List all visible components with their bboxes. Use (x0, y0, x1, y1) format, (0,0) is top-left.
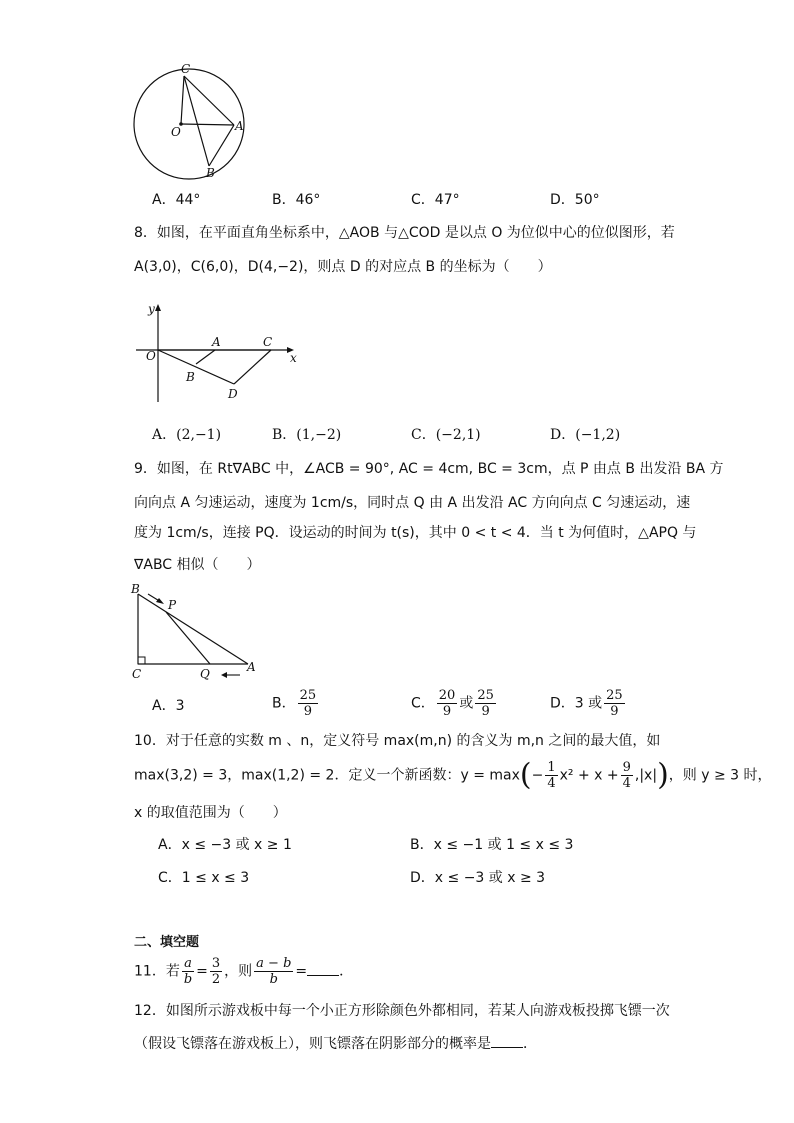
q7-option-a: A．44° (152, 192, 201, 208)
label-a: A (247, 660, 256, 674)
p-arrow-head (156, 598, 164, 604)
q8-stem-line-2: A(3,0)，C(6,0)，D(4,−2)，则点 D 的对应点 B 的坐标为（ ） (134, 259, 552, 275)
label-o: O (171, 125, 181, 139)
label-y: y (148, 302, 155, 316)
q8-coordinate-figure (130, 300, 310, 405)
q9-stem-line-3: 度为 1cm/s，连接 PQ．设运动的时间为 t(s)，其中 0 < t < 4．当 t 为何值时，△APQ 与 (134, 525, 697, 541)
label-b: B (131, 582, 140, 596)
q9-option-b: B． $\frac{25}{9}$ (272, 688, 317, 719)
answer-blank (307, 961, 339, 976)
segment-ab (196, 350, 215, 364)
label-c: C (263, 335, 273, 349)
q10-stem-line-3: x 的取值范围为（ ） (134, 805, 287, 821)
q9-triangle-figure (128, 582, 263, 682)
q9-option-a: A．3 (152, 698, 185, 714)
q9-stem-line-4: ∇ABC 相似（ ） (134, 557, 261, 573)
fraction: $\frac{25}{9}$ (299, 688, 317, 719)
q9-stem-line-2: 向向点 A 匀速运动，速度为 1cm/s，同时点 Q 由 A 出发沿 AC 方向向点 C 匀速运动，速 (134, 495, 691, 511)
label-x: x (290, 351, 297, 365)
label-b: B (186, 370, 195, 384)
segment-pq (166, 612, 210, 664)
label-c: C (132, 667, 142, 681)
q10-option-d: D．x ≤ −3 或 x ≥ 3 (410, 870, 546, 886)
right-angle-mark (138, 657, 145, 664)
q12-stem-line-1: 12．如图所示游戏板中每一个小正方形除颜色外都相同，若某人向游戏板投掷飞镖一次 (134, 1003, 670, 1019)
label-p: P (168, 598, 177, 612)
label-o: O (146, 349, 156, 363)
segment-ba (138, 594, 248, 664)
q10-stem-line-2: max(3,2) = 3，max(1,2) = 2．定义一个新函数：y = max(− $\frac{1}{4}$ x² + x + $\frac{9}{4}$ ,|x|)，则 y ≥ 3 时， (134, 757, 772, 793)
answer-blank (491, 1033, 523, 1048)
q7-option-c: C．47° (411, 192, 460, 208)
q8-option-c: C．(−2,1) (411, 427, 481, 443)
q7-circle-figure (125, 62, 255, 182)
q10-option-c: C．1 ≤ x ≤ 3 (158, 870, 250, 886)
q7-option-b: B．46° (272, 192, 321, 208)
q8-stem-line-1: 8．如图，在平面直角坐标系中，△AOB 与△COD 是以点 O 为位似中心的位似图形，若 (134, 225, 675, 241)
q-arrow-head (221, 672, 227, 678)
q8-option-d: D．(−1,2) (550, 427, 621, 443)
q10-option-a: A．x ≤ −3 或 x ≥ 1 (158, 837, 292, 853)
segment-co (181, 76, 184, 124)
label-c: C (181, 62, 191, 76)
q12-stem-line-2: （假设飞镖落在游戏板上），则飞镖落在阴影部分的概率是 ． (134, 1033, 537, 1055)
q11-stem: 11．若 $\frac{a}{b}$ = $\frac{3}{2}$ ，则 $\frac{a - b}{b}$ = ． (134, 956, 354, 987)
y-axis-arrow (155, 304, 161, 311)
q10-option-b: B．x ≤ −1 或 1 ≤ x ≤ 3 (410, 837, 574, 853)
q8-option-a: A．(2,−1) (152, 427, 222, 443)
q9-stem-line-1: 9．如图，在 Rt∇ABC 中，∠ACB = 90°, AC = 4cm, BC = 3cm，点 P 由点 B 出发沿 BA 方 (134, 461, 724, 477)
label-a: A (212, 335, 221, 349)
q10-stem-line-1: 10．对于任意的实数 m 、n，定义符号 max(m,n) 的含义为 m,n 之间的最大值，如 (134, 733, 661, 749)
q9-option-c: C． $\frac{20}{9}$ 或 $\frac{25}{9}$ (411, 688, 494, 719)
q9-option-d: D．3 或 $\frac{25}{9}$ (550, 688, 623, 719)
section-heading: 二、填空题 (134, 935, 200, 950)
label-a: A (235, 119, 244, 133)
segment-od (158, 350, 234, 384)
segment-cb (184, 76, 209, 166)
q7-option-d: D．50° (550, 192, 600, 208)
segment-oa (181, 124, 234, 125)
label-q: Q (200, 667, 210, 681)
segment-cd (234, 350, 271, 384)
label-b: B (206, 166, 215, 180)
q8-option-b: B．(1,−2) (272, 427, 342, 443)
label-d: D (228, 387, 238, 401)
